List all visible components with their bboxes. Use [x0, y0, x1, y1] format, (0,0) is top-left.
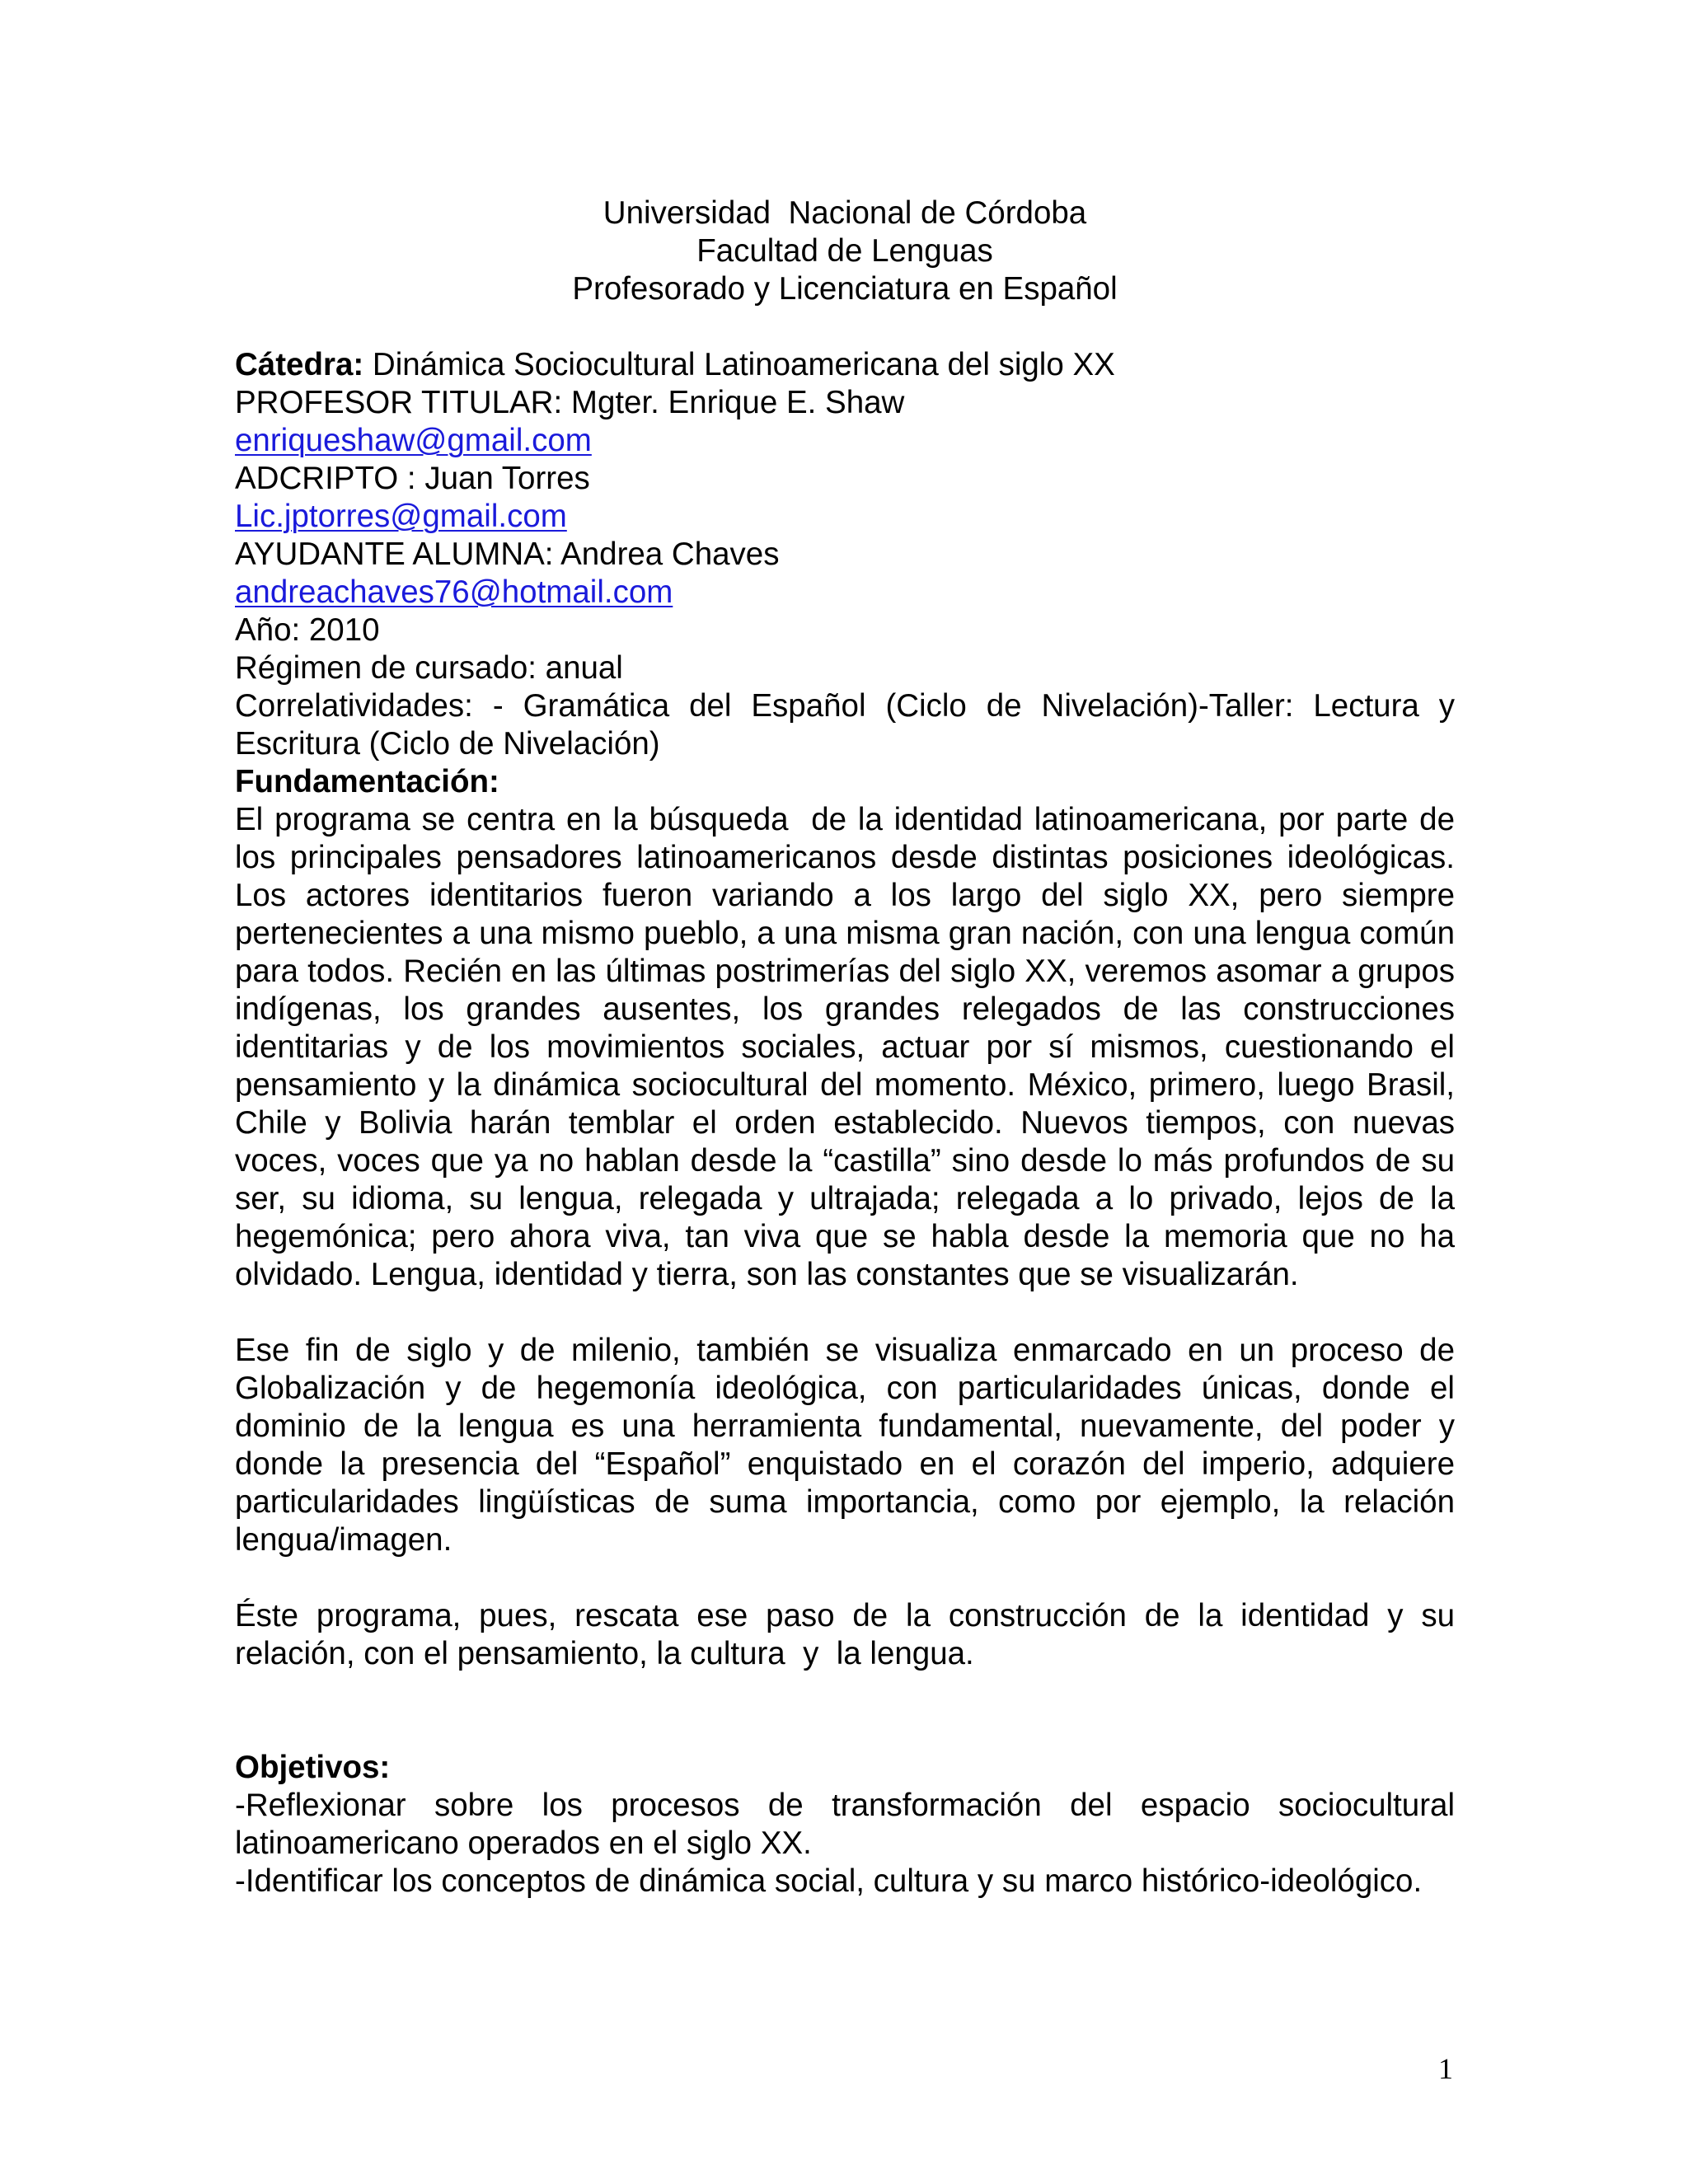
- ayudante-email-link[interactable]: andreachaves76@hotmail.com: [235, 574, 673, 610]
- university-name: Universidad Nacional de Córdoba: [603, 195, 1087, 231]
- adscripto-line: ADCRIPTO : Juan Torres: [235, 461, 590, 496]
- document-header: [235, 194, 1455, 308]
- anio-line: Año: 2010: [235, 612, 380, 648]
- fundamentacion-section: [235, 763, 1464, 1673]
- fundamentacion-paragraph-1: El programa se centra en la búsqueda de la identidad latinoamericana, por parte de los principales pensadores latinoamericanos desde distintas posiciones ideológicas. Los actores identitarios fueron variando a los largo del siglo XX, pero siempre pertenecientes a una mismo pueblo, a una misma gran nación, con una lengua común para todos. Recién en las últimas postrimerías del siglo XX, veremos asomar a grupos indígenas, los grandes ausentes, los grandes relegados de las construcciones identitarias y de los movimientos sociales, actuar por sí mismos, cuestionando el pensamiento y la dinámica sociocultural del momento. México, primero, luego Brasil, Chile y Bolivia harán temblar el orden establecido. Nuevos tiempos, con nuevas voces, voces que ya no hablan desde la “castilla” sino desde lo más profundos de su ser, su idioma, su lengua, relegada y ultrajada; relegada a lo privado, lejos de la hegemónica; pero ahora viva, tan viva que se habla desde la memoria que no ha olvidado. Lengua, identidad y tierra, son las constantes que se visualizarán.: [235, 802, 1464, 1292]
- adscripto-email-link[interactable]: Lic.jptorres@gmail.com: [235, 499, 567, 534]
- objetivo-item: -Identificar los conceptos de dinámica social, cultura y su marco histórico-ideológico.: [235, 1863, 1423, 1899]
- objetivos-heading: Objetivos:: [235, 1750, 391, 1785]
- objetivos-section: [235, 1749, 1455, 1900]
- catedra-label: Cátedra:: [235, 347, 364, 382]
- document-page: [235, 194, 1464, 1900]
- fundamentacion-heading: Fundamentación:: [235, 764, 499, 799]
- correlatividades-text: Correlatividades: - Gramática del Español (Ciclo de Nivelación)-Taller: Lectura y Escritura (Ciclo de Nivelación): [235, 688, 1455, 762]
- profesor-email-link[interactable]: enriqueshaw@gmail.com: [235, 423, 592, 458]
- faculty-name: Facultad de Lenguas: [696, 233, 993, 269]
- ayudante-line: AYUDANTE ALUMNA: Andrea Chaves: [235, 537, 780, 572]
- profesor-line: PROFESOR TITULAR: Mgter. Enrique E. Shaw: [235, 385, 905, 420]
- page-number: 1: [1438, 2052, 1453, 2085]
- catedra-value: Dinámica Sociocultural Latinoamericana del siglo XX: [363, 347, 1115, 382]
- fundamentacion-paragraph-3: Éste programa, pues, rescata ese paso de la construcción de la identidad y su relación, con el pensamiento, la cultura y la lengua.: [235, 1598, 1464, 1671]
- catedra-line: [235, 346, 1455, 384]
- objetivo-item: -Reflexionar sobre los procesos de transformación del espacio sociocultural latinoamericano operados en el siglo XX.: [235, 1788, 1455, 1861]
- regimen-line: Régimen de cursado: anual: [235, 650, 623, 686]
- course-info: [235, 346, 1455, 763]
- program-name: Profesorado y Licenciatura en Español: [572, 271, 1118, 307]
- fundamentacion-paragraph-2: Ese fin de siglo y de milenio, también se visualiza enmarcado en un proceso de Globalización y de hegemonía ideológica, con particularidades únicas, donde el dominio de la lengua es una herramienta fundamental, nuevamente, del poder y donde la presencia del “Español” enquistado en el corazón del imperio, adquiere particularidades lingüísticas de suma importancia, como por ejemplo, la relación lengua/imagen.: [235, 1333, 1455, 1558]
